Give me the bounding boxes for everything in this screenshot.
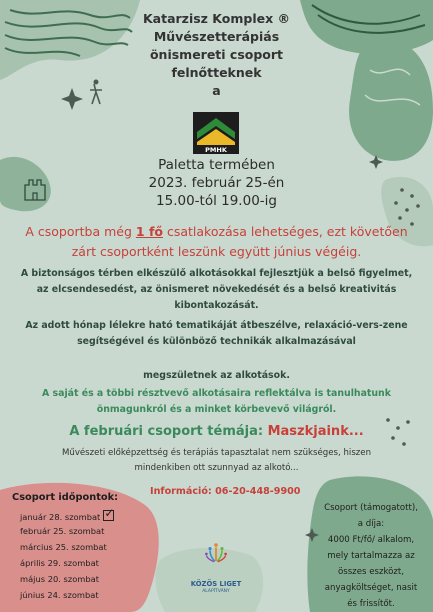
fee-line: a díja:: [357, 519, 385, 529]
schedule-item: május 20. szombat: [20, 574, 99, 584]
theme-heading: [0, 424, 433, 439]
fee-info: [316, 500, 426, 612]
schedule-box: [0, 486, 160, 612]
flyer-title: [0, 10, 433, 100]
schedule-title: Csoport időpontok:: [12, 492, 119, 503]
description-paragraph-1: A biztonságos térben elkészülő alkotásokkal fejlesztjük a belső figyelmet, az elcsendesedést, az önismeret növekedését és a belső kreativitás kibontakozását.: [20, 268, 413, 311]
title-line-1: Katarzisz Komplex ®: [142, 11, 291, 26]
availability-note: [18, 222, 415, 262]
schedule-item: március 25. szombat: [20, 542, 107, 552]
intro-text: Művészeti előképzettség és terápiás tapasztalat nem szükséges, hiszen mindenkiben ott szunnyad az alkotó...: [61, 448, 372, 473]
schedule-item: január 28. szombat✓: [20, 510, 114, 522]
description-paragraph-4: A saját és a többi résztvevő alkotásaira reflektálva is tanulhatunk önmagunkról és a minket körbevevő világról.: [42, 388, 391, 415]
contact-info: Információ: 06-20-448-9900: [150, 486, 301, 497]
checked-icon: [103, 510, 114, 521]
schedule-item: február 25. szombat: [20, 526, 105, 536]
fee-line: Csoport (támogatott),: [324, 503, 418, 513]
fee-line: mely tartalmazza az: [327, 551, 415, 561]
fee-line: anyagköltséget, nasit: [324, 583, 418, 593]
description-paragraph-3: megszületnek az alkotások.: [143, 370, 290, 381]
sponsor-logo-icon: [196, 542, 236, 578]
theme-label: A februári csoport témája:: [69, 424, 268, 439]
title-line-5: a: [212, 83, 221, 98]
title-line-2: Művészetterápiás: [153, 29, 280, 44]
fee-line: és frissítőt.: [347, 599, 395, 609]
title-line-3: önismereti csoport: [149, 47, 284, 62]
availability-note-part1: A csoportba még: [25, 224, 136, 239]
title-line-4: felnőtteknek: [171, 65, 262, 80]
pmhk-logo-label: PMHK: [205, 146, 227, 154]
description-paragraph-2: Az adott hónap lélekre ható tematikáját átbeszélve, relaxáció-vers-zene segítségével és különböző technikák alkalmazásával: [25, 320, 408, 347]
event-date: 2023. február 25-én: [148, 175, 285, 191]
event-details: [0, 156, 433, 210]
schedule-item: április 29. szombat: [20, 558, 99, 568]
fee-line: 4000 Ft/fő/ alkalom,: [327, 535, 415, 545]
fee-line: összes eszközt,: [337, 567, 405, 577]
pmhk-logo: [193, 112, 239, 154]
sponsor-name: KÖZÖS LIGET: [190, 580, 242, 588]
availability-highlight: 1 fő: [135, 224, 163, 239]
event-place: Paletta termében: [158, 157, 275, 173]
availability-note-part2: csatlakozása lehetséges, ezt követően zárt csoportként leszünk együtt június végéig.: [71, 224, 408, 259]
theme-value: Maszkjaink...: [267, 424, 364, 439]
sponsor-subtitle: ALAPÍTVÁNY: [202, 589, 230, 594]
schedule-item: június 24. szombat: [20, 590, 99, 600]
event-time: 15.00-tól 19.00-ig: [156, 193, 277, 209]
